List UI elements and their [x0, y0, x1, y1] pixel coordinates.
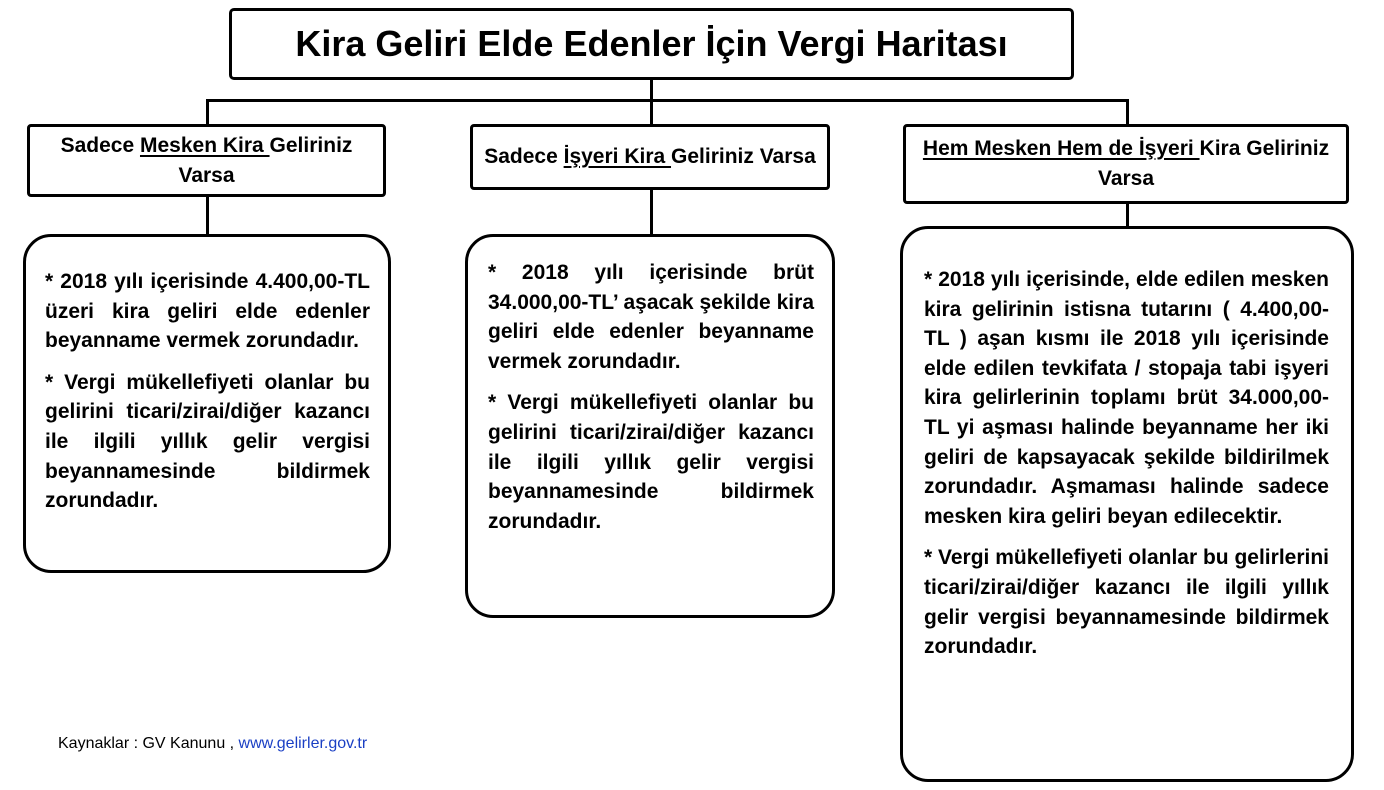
sources-label: Kaynaklar : GV Kanunu , — [58, 735, 239, 752]
connector-branch-2-top — [650, 99, 653, 124]
branch-2-header-underlined: İşyeri Kira — [563, 145, 672, 168]
connector-horizontal — [206, 99, 1129, 102]
sources-link[interactable]: www.gelirler.gov.tr — [238, 735, 368, 752]
branch-1-header-post: Geliriniz Varsa — [178, 133, 353, 187]
connector-branch-1-top — [206, 99, 209, 124]
branch-2-paragraph-2: * Vergi mükellefiyeti olanlar bu gelirini ticari/zirai/diğer kazancı ile ilgili yıllık gelir vergisi beyannamesinde bildirmek zorundadır. — [488, 391, 814, 533]
branch-1-content — [23, 234, 391, 573]
branch-1-paragraph-1: * 2018 yılı içerisinde 4.400,00-TL üzeri kira geliri elde edenler beyanname vermek zorundadır. — [45, 270, 370, 353]
connector-branch-3-bottom — [1126, 204, 1129, 226]
branch-2-paragraph-1: * 2018 yılı içerisinde brüt 34.000,00-TL’ aşacak şekilde kira geliri elde edenler beyanname vermek zorundadır. — [488, 261, 814, 373]
connector-branch-1-bottom — [206, 197, 209, 234]
branch-3-header — [903, 124, 1349, 204]
sources-footer — [58, 735, 367, 753]
branch-3-header-underlined: Hem Mesken Hem de İşyeri — [922, 137, 1200, 160]
branch-1-paragraph-2: * Vergi mükellefiyeti olanlar bu gelirini ticari/zirai/diğer kazancı ile ilgili yıllık gelir vergisi beyannamesinde bildirmek zorundadır. — [45, 370, 370, 513]
branch-1-header — [27, 124, 386, 197]
branch-3-content — [900, 226, 1354, 782]
branch-3-paragraph-1: * 2018 yılı içerisinde, elde edilen mesken kira gelirinin istisna tutarını ( 4.400,00-TL ) aşan kısmı ile 2018 yılı içerisinde elde edilen tevkifata / stopaja tabi işyeri kira gelirlerinin toplamı brüt 34.000,00-TL yi aşması halinde beyanname her iki geliri de kapsayacak şekilde bildirilmek zorundadır. Aşmaması halinde sadece mesken kira geliri beyan edilecektir. — [924, 268, 1329, 528]
connector-branch-2-bottom — [650, 190, 653, 234]
connector-branch-3-top — [1126, 99, 1129, 124]
branch-2-header-pre: Sadece — [484, 145, 564, 168]
connector-title-down — [650, 80, 653, 101]
branch-2-header-post: Geliriniz Varsa — [671, 145, 816, 168]
branch-1-header-pre: Sadece — [60, 133, 140, 157]
branch-2-content — [465, 234, 835, 618]
branch-3-paragraph-2: * Vergi mükellefiyeti olanlar bu gelirlerini ticari/zirai/diğer kazancı ile ilgili yıllık gelir vergisi beyannamesinde bildirmek zorundadır. — [924, 546, 1329, 659]
branch-3-header-post: Kira Geliriniz Varsa — [1097, 137, 1330, 190]
branch-2-header — [470, 124, 830, 190]
branch-1-header-underlined: Mesken Kira — [139, 133, 270, 157]
diagram-title: Kira Geliri Elde Edenler İçin Vergi Haritası — [229, 8, 1074, 80]
